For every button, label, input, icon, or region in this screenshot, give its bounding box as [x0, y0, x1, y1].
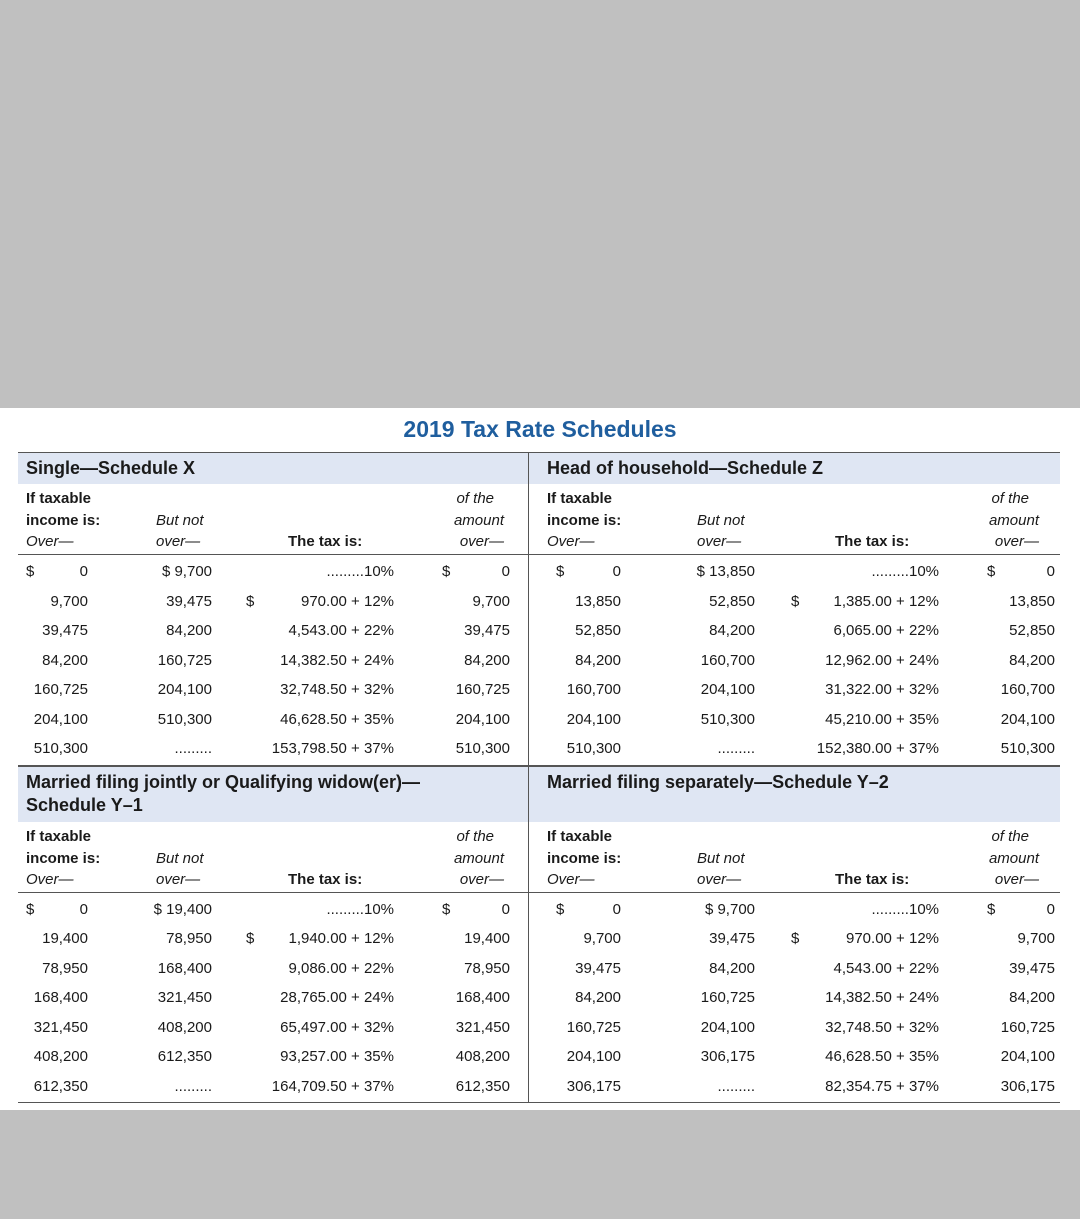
schedule-header: [529, 822, 1060, 893]
cell-over: 78,950: [42, 959, 88, 977]
cell-amount: 204,100: [455, 710, 510, 728]
cell-amount: 9,700: [1017, 930, 1055, 947]
cell-amount: 39,475: [1009, 959, 1055, 977]
cell-but-not: $ 9,700: [161, 563, 212, 580]
cell-amount-dollar: $: [442, 900, 451, 918]
cell-over: 0: [79, 900, 88, 918]
header-if-taxable: If taxable: [26, 490, 92, 507]
cell-amount: 0: [501, 563, 510, 580]
cell-but-not: .........: [717, 1077, 755, 1095]
schedules-row-top: [18, 453, 1060, 766]
schedule-title: Single—Schedule X: [18, 453, 528, 484]
cell-amount: 612,350: [455, 1077, 510, 1095]
cell-amount: 0: [1046, 900, 1055, 918]
header-the-tax-is: The tax is:: [835, 870, 910, 888]
schedule-header: [529, 484, 1060, 555]
table-row: [18, 587, 528, 617]
cell-over: 408,200: [33, 1048, 88, 1065]
cell-tax-dollar: $: [246, 930, 255, 947]
cell-over: 84,200: [575, 651, 621, 669]
cell-tax-dollar: $: [791, 930, 800, 947]
header-over-3: over—: [459, 533, 504, 550]
table-row: [529, 954, 1060, 984]
table-row: [529, 734, 1060, 764]
cell-tax: 153,798.50 + 37%: [271, 740, 394, 757]
cell-tax: 32,748.50 + 32%: [280, 681, 394, 698]
table-row: [18, 557, 528, 587]
header-if-taxable: If taxable: [26, 827, 92, 845]
cell-tax: 970.00 + 12%: [301, 592, 394, 610]
schedule-body: [18, 893, 528, 1104]
cell-amount: 306,175: [1000, 1077, 1055, 1095]
cell-over: 39,475: [42, 622, 88, 639]
cell-but-not: 160,725: [157, 651, 212, 669]
header-but-not: But not: [156, 512, 204, 529]
cell-tax: 32,748.50 + 32%: [825, 1018, 939, 1036]
cell-amount: 39,475: [464, 622, 510, 639]
cell-amount: 160,725: [1000, 1018, 1055, 1036]
table-row: [529, 587, 1060, 617]
cell-but-not: .........: [174, 1077, 212, 1095]
header-over: Over—: [547, 533, 595, 550]
cell-amount: 510,300: [1000, 740, 1055, 757]
cell-tax: 46,628.50 + 35%: [280, 710, 394, 728]
cell-over: 84,200: [575, 989, 621, 1006]
cell-over-dollar: $: [556, 900, 565, 918]
schedule-married-jointly: [18, 767, 529, 1104]
header-over-2: over—: [156, 870, 201, 888]
schedule-head-of-household: [529, 453, 1060, 766]
cell-but-not: 84,200: [709, 959, 755, 977]
table-row: [18, 675, 528, 705]
header-income-is: income is:: [26, 849, 101, 867]
schedule-body: [18, 555, 528, 766]
cell-tax: 93,257.00 + 35%: [280, 1048, 394, 1065]
cell-tax: 9,086.00 + 22%: [288, 959, 394, 977]
cell-amount: 160,725: [455, 681, 510, 698]
cell-but-not: 168,400: [157, 959, 212, 977]
cell-tax: 1,385.00 + 12%: [833, 592, 939, 610]
header-of-the: of the: [456, 490, 494, 507]
header-amount: amount: [453, 849, 504, 867]
cell-tax-dollar: $: [246, 592, 255, 610]
header-of-the: of the: [991, 490, 1029, 507]
table-row: [18, 1042, 528, 1072]
cell-tax: 152,380.00 + 37%: [816, 740, 939, 757]
header-if-taxable: If taxable: [547, 827, 613, 845]
header-but-not: But not: [697, 849, 745, 867]
table-row: [18, 983, 528, 1013]
cell-but-not: $ 9,700: [704, 900, 755, 918]
header-amount: amount: [988, 849, 1039, 867]
cell-tax: 46,628.50 + 35%: [825, 1048, 939, 1065]
table-row: [18, 734, 528, 764]
cell-but-not: 78,950: [166, 930, 212, 947]
cell-but-not: 321,450: [157, 989, 212, 1006]
table-row: [529, 1042, 1060, 1072]
header-over: Over—: [26, 870, 74, 888]
cell-but-not: 612,350: [157, 1048, 212, 1065]
cell-amount: 204,100: [1000, 1048, 1055, 1065]
cell-but-not: 204,100: [700, 681, 755, 698]
cell-over: 9,700: [50, 592, 88, 610]
cell-tax: 45,210.00 + 35%: [825, 710, 939, 728]
schedule-header: [18, 484, 528, 555]
cell-tax: 14,382.50 + 24%: [280, 651, 394, 669]
cell-amount: 84,200: [1009, 989, 1055, 1006]
header-over-3: over—: [994, 870, 1039, 888]
cell-amount: 78,950: [464, 959, 510, 977]
cell-but-not: 306,175: [700, 1048, 755, 1065]
schedules-row-bottom: [18, 766, 1060, 1104]
cell-amount: 52,850: [1009, 622, 1055, 639]
cell-but-not: 39,475: [166, 592, 212, 610]
header-income-is: income is:: [26, 512, 101, 529]
cell-tax: 164,709.50 + 37%: [271, 1077, 394, 1095]
document-title: 2019 Tax Rate Schedules: [403, 416, 677, 442]
cell-over: 612,350: [33, 1077, 88, 1095]
cell-but-not: 52,850: [709, 592, 755, 610]
header-income-is: income is:: [547, 849, 622, 867]
header-if-taxable: If taxable: [547, 490, 613, 507]
table-row: [18, 1072, 528, 1102]
header-amount: amount: [988, 512, 1039, 529]
cell-but-not: .........: [174, 740, 212, 757]
table-row: [529, 1072, 1060, 1102]
header-of-the: of the: [991, 827, 1029, 845]
table-row: [529, 616, 1060, 646]
table-row: [529, 983, 1060, 1013]
schedule-title: Head of household—Schedule Z: [529, 453, 1060, 484]
table-row: [18, 705, 528, 735]
cell-amount: 168,400: [455, 989, 510, 1006]
cell-over: 160,725: [33, 681, 88, 698]
table-row: [18, 1013, 528, 1043]
header-amount: amount: [453, 512, 504, 529]
cell-over: 0: [79, 563, 88, 580]
cell-over: 321,450: [33, 1018, 88, 1036]
header-but-not: But not: [156, 849, 204, 867]
cell-amount-dollar: $: [987, 900, 996, 918]
header-over-3: over—: [994, 533, 1039, 550]
cell-amount-dollar: $: [442, 563, 451, 580]
cell-over: 52,850: [575, 622, 621, 639]
cell-over: 204,100: [566, 1048, 621, 1065]
cell-over-dollar: $: [26, 900, 35, 918]
cell-but-not: 204,100: [157, 681, 212, 698]
header-the-tax-is: The tax is:: [288, 870, 363, 888]
cell-over-dollar: $: [556, 563, 565, 580]
schedule-title-line1: Married filing jointly or Qualifying widow(er)—: [26, 771, 421, 792]
cell-tax: 31,322.00 + 32%: [825, 681, 939, 698]
cell-amount: 13,850: [1009, 592, 1055, 610]
cell-amount: 321,450: [455, 1018, 510, 1036]
header-of-the: of the: [456, 827, 494, 845]
cell-over: 168,400: [33, 989, 88, 1006]
cell-amount: 204,100: [1000, 710, 1055, 728]
cell-tax: .........10%: [326, 900, 394, 918]
cell-tax: 4,543.00 + 22%: [288, 622, 394, 639]
cell-but-not: 510,300: [700, 710, 755, 728]
header-over-2: over—: [697, 870, 742, 888]
schedule-body: [529, 555, 1060, 766]
cell-over-dollar: $: [26, 563, 35, 580]
header-the-tax-is: The tax is:: [288, 533, 363, 550]
cell-over: 13,850: [575, 592, 621, 610]
cell-but-not: 408,200: [157, 1018, 212, 1036]
schedules-grid: [18, 452, 1060, 1103]
schedule-title-line2: Schedule Y–1: [26, 794, 143, 815]
cell-tax: 1,940.00 + 12%: [288, 930, 394, 947]
table-row: [18, 646, 528, 676]
header-the-tax-is: The tax is:: [835, 533, 910, 550]
table-row: [18, 616, 528, 646]
cell-over: 510,300: [33, 740, 88, 757]
cell-amount: 9,700: [472, 592, 510, 610]
cell-amount: 0: [501, 900, 510, 918]
header-but-not: But not: [697, 512, 745, 529]
table-row: [529, 895, 1060, 925]
table-row: [529, 924, 1060, 954]
cell-over: 160,700: [566, 681, 621, 698]
header-over: Over—: [547, 870, 595, 888]
cell-but-not: $ 19,400: [153, 900, 212, 918]
cell-tax: 12,962.00 + 24%: [825, 651, 939, 669]
cell-amount: 84,200: [464, 651, 510, 669]
cell-amount: 160,700: [1000, 681, 1055, 698]
schedule-married-separately: [529, 767, 1060, 1104]
table-row: [529, 1013, 1060, 1043]
cell-tax: 28,765.00 + 24%: [280, 989, 394, 1006]
header-over: Over—: [26, 533, 74, 550]
cell-but-not: 510,300: [157, 710, 212, 728]
cell-over: 0: [612, 900, 621, 918]
cell-over: 204,100: [33, 710, 88, 728]
cell-amount-dollar: $: [987, 563, 996, 580]
table-row: [529, 675, 1060, 705]
schedule-single: [18, 453, 529, 766]
cell-amount: 19,400: [464, 930, 510, 947]
schedule-body: [529, 893, 1060, 1104]
cell-but-not: $ 13,850: [696, 563, 755, 580]
cell-over: 84,200: [42, 651, 88, 669]
cell-amount: 0: [1046, 563, 1055, 580]
cell-tax: 14,382.50 + 24%: [825, 989, 939, 1006]
table-row: [18, 924, 528, 954]
header-over-2: over—: [156, 533, 201, 550]
header-over-2: over—: [697, 533, 742, 550]
cell-over: 19,400: [42, 930, 88, 947]
tax-rate-document: [0, 408, 1080, 1110]
cell-over: 204,100: [566, 710, 621, 728]
cell-but-not: 39,475: [709, 930, 755, 947]
schedule-header: [18, 822, 528, 893]
cell-but-not: 84,200: [166, 622, 212, 639]
cell-tax-dollar: $: [791, 592, 800, 610]
table-row: [529, 646, 1060, 676]
cell-over: 39,475: [575, 959, 621, 977]
cell-but-not: 160,725: [700, 989, 755, 1006]
cell-but-not: 84,200: [709, 622, 755, 639]
cell-over: 9,700: [583, 930, 621, 947]
cell-over: 510,300: [566, 740, 621, 757]
cell-amount: 408,200: [455, 1048, 510, 1065]
cell-but-not: 160,700: [700, 651, 755, 669]
cell-amount: 84,200: [1009, 651, 1055, 669]
cell-but-not: .........: [717, 740, 755, 757]
schedule-title: [18, 767, 528, 822]
header-over-3: over—: [459, 870, 504, 888]
table-row: [529, 705, 1060, 735]
cell-over: 306,175: [566, 1077, 621, 1095]
cell-tax: .........10%: [871, 563, 939, 580]
schedule-title: Married filing separately—Schedule Y–2: [529, 767, 1060, 822]
cell-over: 160,725: [566, 1018, 621, 1036]
table-row: [18, 954, 528, 984]
cell-over: 0: [612, 563, 621, 580]
cell-tax: 82,354.75 + 37%: [825, 1077, 939, 1095]
cell-tax: .........10%: [326, 563, 394, 580]
table-row: [18, 895, 528, 925]
cell-tax: .........10%: [871, 900, 939, 918]
cell-amount: 510,300: [455, 740, 510, 757]
cell-tax: 65,497.00 + 32%: [280, 1018, 394, 1036]
table-row: [529, 557, 1060, 587]
cell-tax: 6,065.00 + 22%: [833, 622, 939, 639]
header-income-is: income is:: [547, 512, 622, 529]
cell-tax: 970.00 + 12%: [846, 930, 939, 947]
cell-tax: 4,543.00 + 22%: [833, 959, 939, 977]
cell-but-not: 204,100: [700, 1018, 755, 1036]
